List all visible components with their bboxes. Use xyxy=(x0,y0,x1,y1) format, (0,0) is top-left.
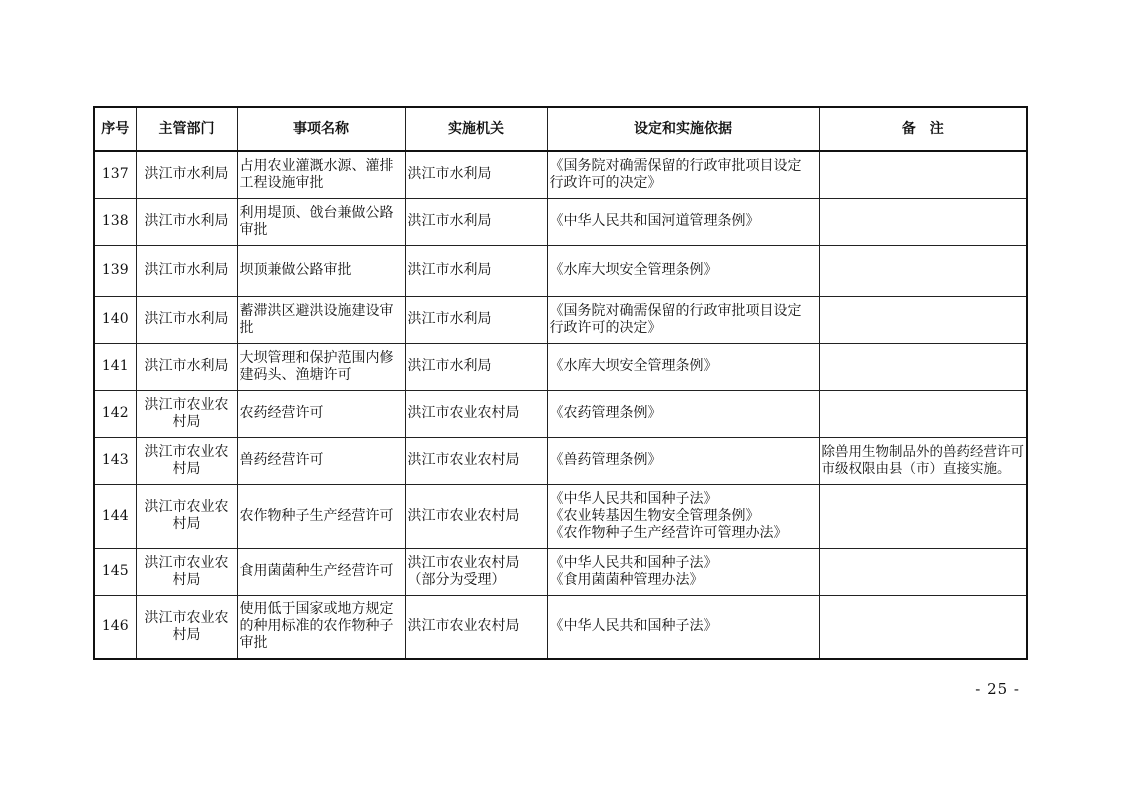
table-row xyxy=(94,245,1027,296)
cell-no: 138 xyxy=(94,198,136,245)
cell-item: 农药经营许可 xyxy=(237,390,405,437)
cell-agency: 洪江市农业农村局 xyxy=(405,595,547,659)
basis-line: 行政许可的决定》 xyxy=(549,174,662,191)
header-agency: 实施机关 xyxy=(405,107,547,151)
table-row xyxy=(94,390,1027,437)
cell-agency: 洪江市水利局 xyxy=(405,151,547,198)
cell-remark xyxy=(819,151,1027,198)
cell-no: 145 xyxy=(94,548,136,595)
cell-dept: 洪江市农业农村局 xyxy=(136,390,237,437)
basis-line: 《农药管理条例》 xyxy=(549,405,662,421)
basis-line: 《国务院对确需保留的行政审批项目设定 xyxy=(549,302,802,319)
cell-agency: 洪江市水利局 xyxy=(405,198,547,245)
cell-dept: 洪江市水利局 xyxy=(136,296,237,343)
cell-agency: 洪江市农业农村局 xyxy=(405,390,547,437)
header-basis: 设定和实施依据 xyxy=(547,107,819,151)
cell-no: 137 xyxy=(94,151,136,198)
cell-basis xyxy=(547,595,819,659)
cell-remark xyxy=(819,343,1027,390)
cell-remark xyxy=(819,484,1027,548)
cell-remark xyxy=(819,548,1027,595)
cell-dept: 洪江市水利局 xyxy=(136,151,237,198)
table-row xyxy=(94,296,1027,343)
cell-remark xyxy=(819,198,1027,245)
basis-line: 《中华人民共和国种子法》 xyxy=(549,554,718,571)
cell-dept: 洪江市水利局 xyxy=(136,343,237,390)
approval-items-table xyxy=(93,106,1028,660)
basis-line: 《中华人民共和国河道管理条例》 xyxy=(549,213,760,229)
cell-dept: 洪江市农业农村局 xyxy=(136,437,237,484)
cell-item: 农作物种子生产经营许可 xyxy=(237,484,405,548)
cell-item: 兽药经营许可 xyxy=(237,437,405,484)
basis-line: 《中华人民共和国种子法》 xyxy=(549,618,718,635)
cell-no: 140 xyxy=(94,296,136,343)
cell-dept: 洪江市农业农村局 xyxy=(136,484,237,548)
basis-line: 《水库大坝安全管理条例》 xyxy=(549,358,718,374)
header-no: 序号 xyxy=(94,107,136,151)
cell-basis xyxy=(547,343,819,390)
cell-agency: 洪江市水利局 xyxy=(405,245,547,296)
cell-agency: 洪江市农业农村局 xyxy=(405,484,547,548)
cell-item: 利用堤顶、戗台兼做公路审批 xyxy=(237,198,405,245)
basis-line: 《食用菌菌种管理办法》 xyxy=(549,571,704,588)
cell-remark xyxy=(819,245,1027,296)
cell-no: 143 xyxy=(94,437,136,484)
cell-item: 蓄滞洪区避洪设施建设审批 xyxy=(237,296,405,343)
cell-agency: 洪江市水利局 xyxy=(405,296,547,343)
cell-basis xyxy=(547,198,819,245)
table-row xyxy=(94,343,1027,390)
table-row xyxy=(94,595,1027,659)
cell-item: 坝顶兼做公路审批 xyxy=(237,245,405,296)
basis-line: 《水库大坝安全管理条例》 xyxy=(549,262,718,278)
table-row xyxy=(94,437,1027,484)
cell-no: 139 xyxy=(94,245,136,296)
cell-dept: 洪江市农业农村局 xyxy=(136,548,237,595)
basis-line: 《农业转基因生物安全管理条例》 xyxy=(549,507,760,524)
cell-no: 146 xyxy=(94,595,136,659)
cell-agency: 洪江市农业农村局 xyxy=(405,437,547,484)
cell-basis xyxy=(547,296,819,343)
approval-items-sheet xyxy=(93,106,1026,660)
cell-basis xyxy=(547,437,819,484)
table-row xyxy=(94,198,1027,245)
cell-no: 141 xyxy=(94,343,136,390)
cell-remark: 除兽用生物制品外的兽药经营许可市级权限由县（市）直接实施。 xyxy=(819,437,1027,484)
cell-no: 142 xyxy=(94,390,136,437)
cell-agency: 洪江市农业农村局（部分为受理） xyxy=(405,548,547,595)
cell-no: 144 xyxy=(94,484,136,548)
table-row xyxy=(94,484,1027,548)
cell-dept: 洪江市水利局 xyxy=(136,198,237,245)
basis-line: 《兽药管理条例》 xyxy=(549,452,662,468)
cell-item: 占用农业灌溉水源、灌排工程设施审批 xyxy=(237,151,405,198)
cell-basis xyxy=(547,548,819,595)
table-body xyxy=(94,151,1027,659)
basis-line: 《中华人民共和国种子法》 xyxy=(549,490,718,507)
basis-line: 《农作物种子生产经营许可管理办法》 xyxy=(549,524,788,541)
table-header-row xyxy=(94,107,1027,151)
table-row xyxy=(94,151,1027,198)
header-dept: 主管部门 xyxy=(136,107,237,151)
basis-line: 行政许可的决定》 xyxy=(549,319,662,336)
cell-remark xyxy=(819,296,1027,343)
cell-basis xyxy=(547,245,819,296)
table-row xyxy=(94,548,1027,595)
cell-item: 食用菌菌种生产经营许可 xyxy=(237,548,405,595)
cell-item: 使用低于国家或地方规定的种用标准的农作物种子审批 xyxy=(237,595,405,659)
cell-basis xyxy=(547,484,819,548)
header-item: 事项名称 xyxy=(237,107,405,151)
cell-item: 大坝管理和保护范围内修建码头、渔塘许可 xyxy=(237,343,405,390)
cell-dept: 洪江市水利局 xyxy=(136,245,237,296)
cell-basis xyxy=(547,390,819,437)
page-number: - 25 - xyxy=(975,680,1020,698)
basis-line: 《国务院对确需保留的行政审批项目设定 xyxy=(549,157,802,174)
cell-basis xyxy=(547,151,819,198)
cell-agency: 洪江市水利局 xyxy=(405,343,547,390)
cell-remark xyxy=(819,390,1027,437)
cell-remark xyxy=(819,595,1027,659)
cell-dept: 洪江市农业农村局 xyxy=(136,595,237,659)
header-remark: 备 注 xyxy=(819,107,1027,151)
